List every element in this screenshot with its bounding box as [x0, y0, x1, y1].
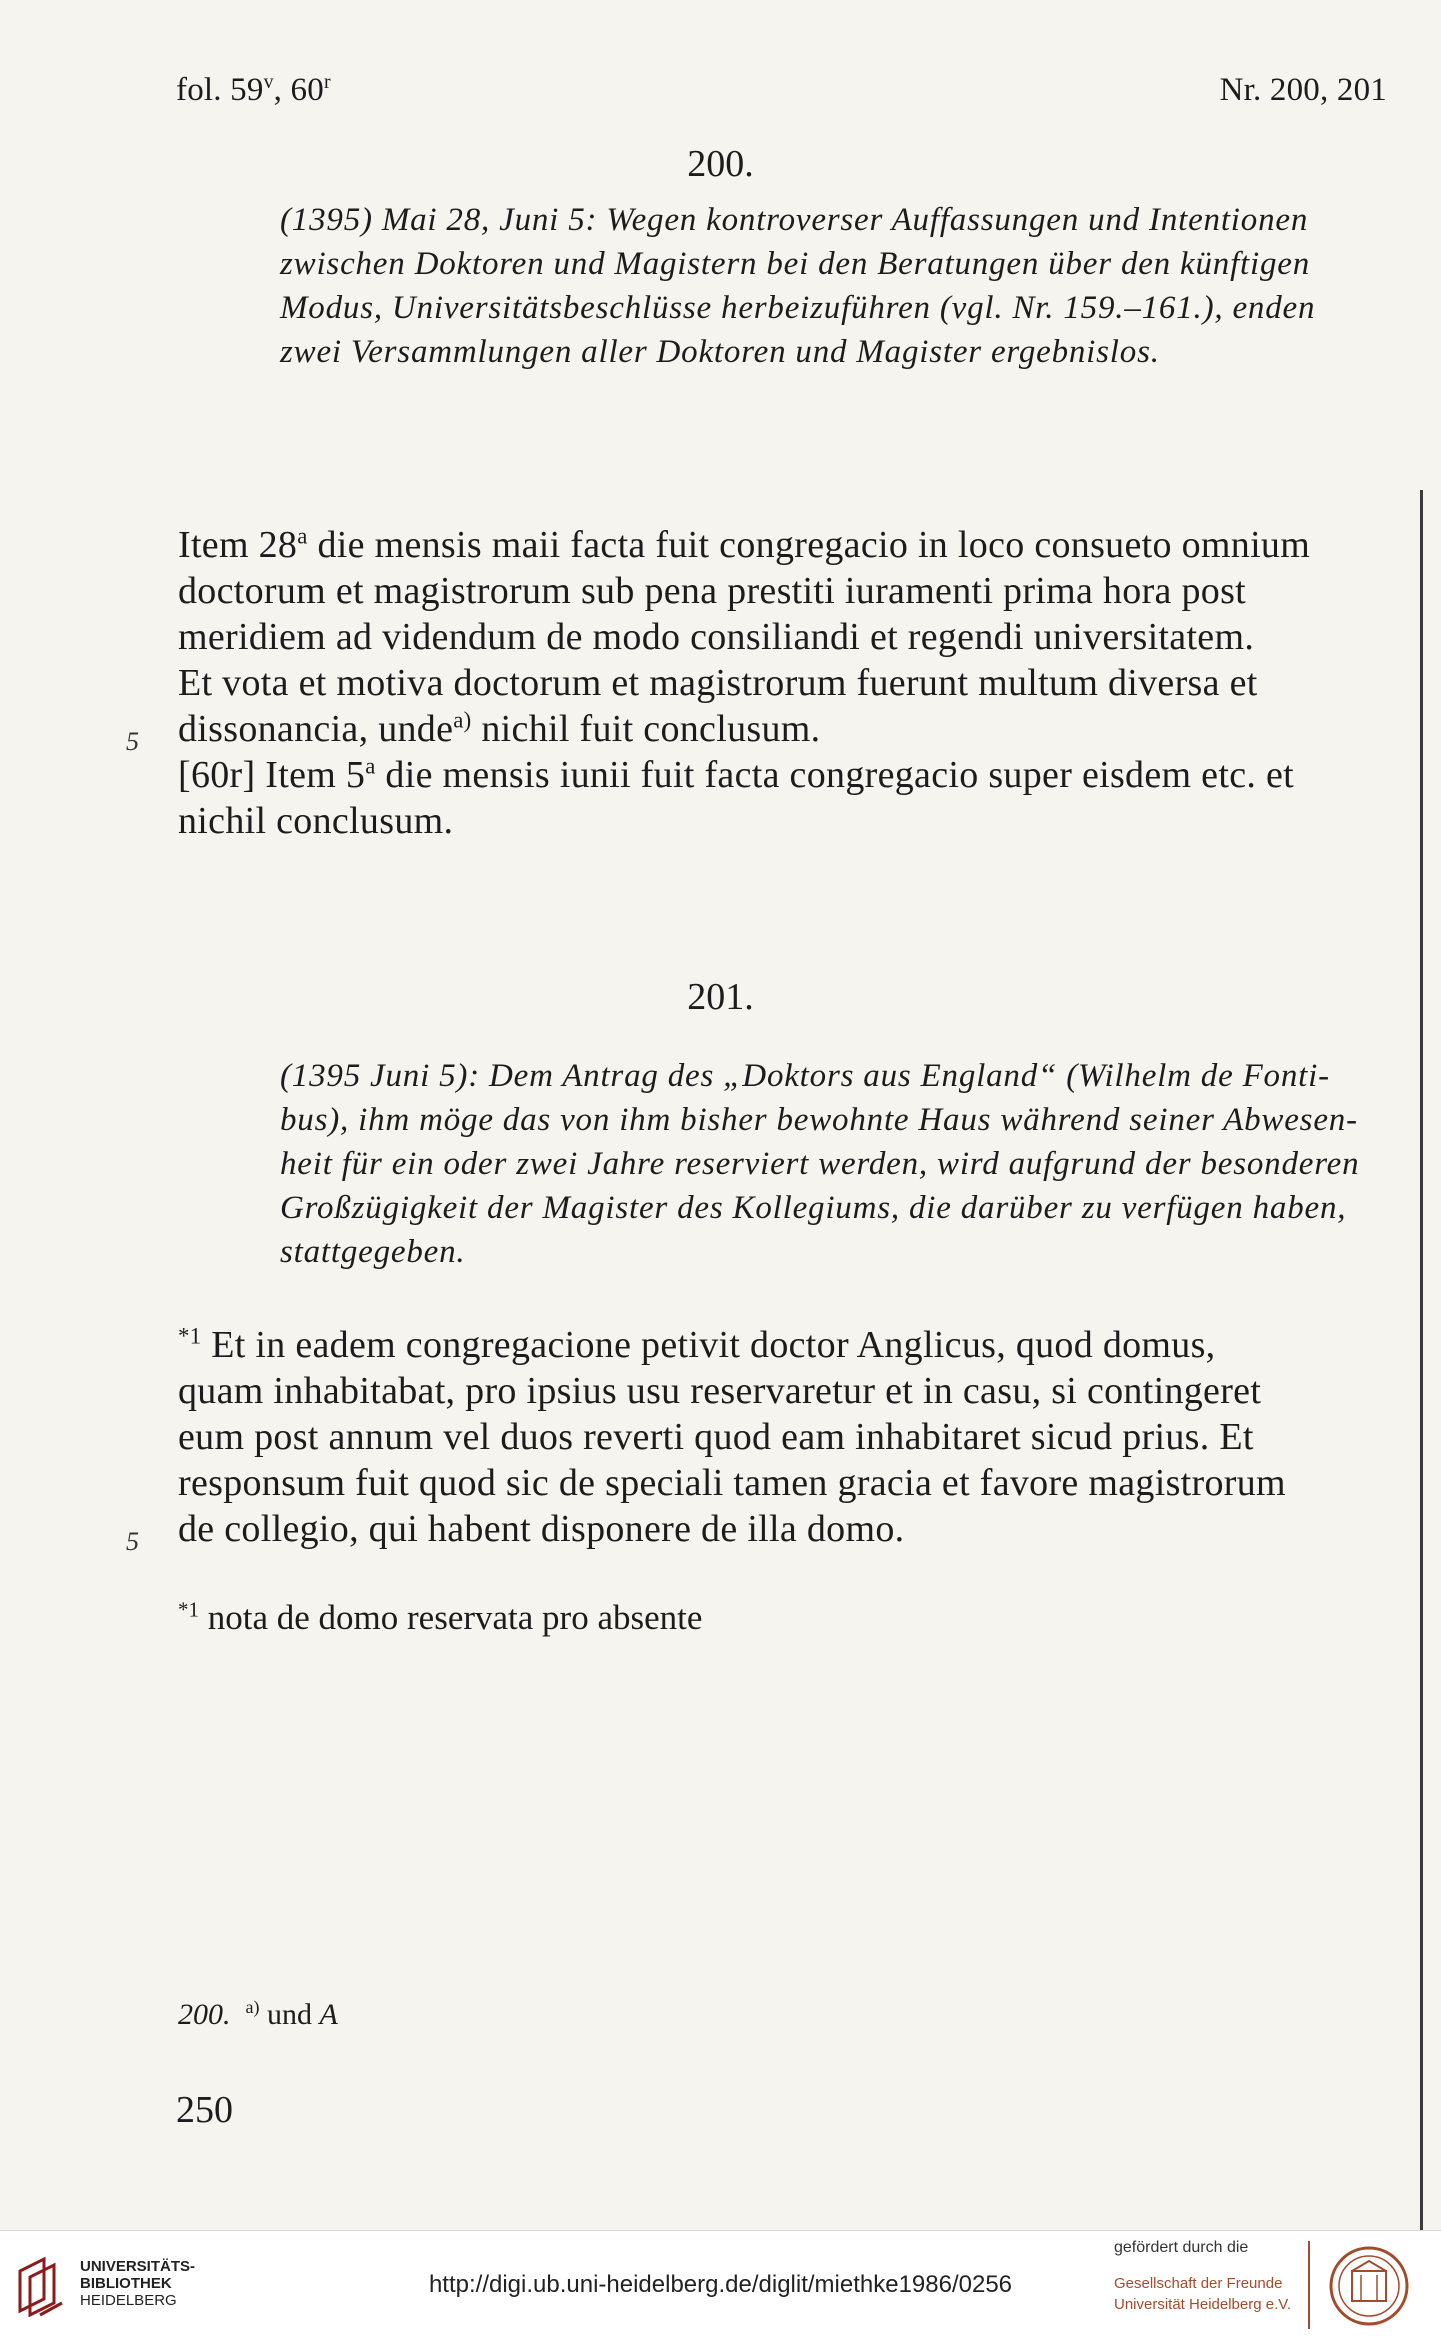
regest-line: (1395) Mai 28, Juni 5: Wegen kontroverser Auffassungen und Intentionen: [280, 202, 1309, 238]
running-head-folio: fol. 59$^v$, 60$^r$: [176, 71, 331, 108]
text-line: eum post annum vel duos reverti quod eam inhabitaret sicud prius. Et: [178, 1416, 1254, 1458]
text-line: doctorum et magistrorum sub pena prestiti iuramenti prima hora post: [178, 570, 1247, 612]
society-name: Gesellschaft der Freunde Universität Heidelberg e.V.: [1114, 2275, 1292, 2313]
text-line: Et vota et motiva doctorum et magistrorum fuerunt multum diversa et: [178, 662, 1258, 704]
funded-by-label: gefördert durch die: [1114, 2239, 1249, 2256]
regest-line: stattgegeben.: [280, 1234, 466, 1270]
running-head-numbers: Nr. 200, 201: [1219, 72, 1387, 108]
regest-line: zwei Versammlungen aller Doktoren und Magister ergebnislos.: [280, 334, 1160, 370]
university-seal-icon: [1328, 2245, 1410, 2327]
regest-line: heit für ein oder zwei Jahre reserviert werden, wird aufgrund der besonderen: [280, 1146, 1360, 1182]
text-line: Item 28$^a$ die mensis maii facta fuit congregacio in loco consueto omnium: [178, 523, 1311, 566]
regest-201: [280, 1054, 1390, 1274]
apparatus-note: 200. $^{a)}$ und A: [178, 1997, 338, 2031]
entry-number-201: 201.: [687, 976, 754, 1018]
regest-line: (1395 Juni 5): Dem Antrag des „Doktors aus England“ (Wilhelm de Fonti-: [280, 1058, 1330, 1094]
footer-bar: [0, 2230, 1441, 2338]
page-number: 250: [176, 2089, 233, 2131]
regest-200: [280, 198, 1390, 374]
permalink[interactable]: http://digi.ub.uni-heidelberg.de/diglit/miethke1986/0256: [428, 2271, 1013, 2298]
text-line: [60r] Item 5$^a$ die mensis iunii fuit facta congregacio super eisdem etc. et: [178, 753, 1294, 796]
text-line: dissonancia, unde$^{a)}$ nichil fuit conclusum.: [178, 707, 821, 750]
text-201: [178, 1322, 1393, 1552]
regest-line: Großzügigkeit der Magister des Kollegiums, die darüber zu verfügen haben,: [280, 1190, 1347, 1226]
regest-line: bus), ihm möge das von ihm bisher bewohnte Haus während seiner Abwesen-: [280, 1102, 1358, 1138]
page-edge: [1420, 490, 1423, 2230]
library-name: UNIVERSITÄTS- BIBLIOTHEK HEIDELBERG: [80, 2258, 196, 2309]
text-line: de collegio, qui habent disponere de illa domo.: [178, 1508, 905, 1550]
text-line: meridiem ad videndum de modo consiliandi et regendi universitatem.: [178, 616, 1255, 658]
text-line: $^{*1}$ Et in eadem congregacione petivit doctor Anglicus, quod domus,: [178, 1323, 1216, 1366]
text-line: quam inhabitabat, pro ipsius usu reservaretur et in casu, si contingeret: [178, 1370, 1262, 1412]
text-line: responsum fuit quod sic de speciali tamen gracia et favore magistrorum: [178, 1462, 1286, 1504]
text-line: nichil conclusum.: [178, 800, 454, 842]
line-number-5: 5: [126, 727, 139, 756]
text-200: [178, 522, 1393, 844]
entry-number-200: 200.: [687, 143, 754, 185]
regest-line: Modus, Universitätsbeschlüsse herbeizuführen (vgl. Nr. 159.–161.), enden: [280, 290, 1316, 326]
regest-line: zwischen Doktoren und Magistern bei den Beratungen über den künftigen: [280, 246, 1311, 282]
margin-note: $^{*1}$ nota de domo reservata pro absente: [178, 1597, 703, 1637]
divider: [1308, 2241, 1310, 2329]
line-number-5: 5: [126, 1527, 139, 1556]
